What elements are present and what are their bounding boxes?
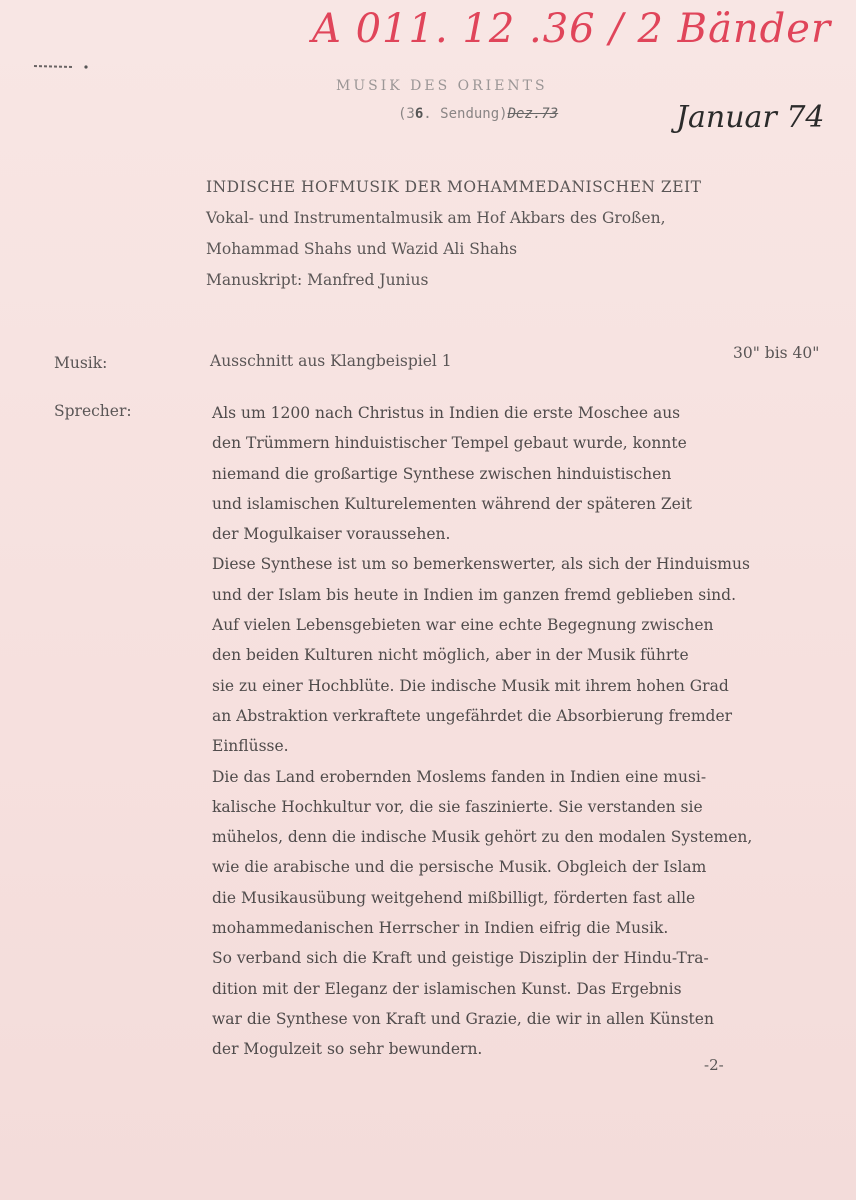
program-subtitle-1: Vokal- und Instrumentalmusik am Hof Akbars des Großen, [206, 209, 666, 227]
text-line: Diese Synthese ist um so bemerkenswerter, als sich der Hinduismus [212, 555, 750, 574]
text-line: den Trümmern hinduistischer Tempel gebaut wurde, konnte [212, 434, 687, 453]
text-line: die Musikausübung weitgehend mißbilligt, förderten fast alle [212, 888, 696, 907]
archive-number-annotation: A 011. 12 .36 / 2 Bänder [312, 6, 832, 52]
text-line: an Abstraktion verkraftete ungefährdet die Absorbierung fremder [212, 706, 733, 725]
speaker-label: Sprecher: [54, 402, 132, 420]
text-line: wie die arabische und die persische Musik. Obgleich der Islam [212, 858, 707, 877]
text-line: und islamischen Kulturelementen während der späteren Zeit [212, 494, 693, 513]
broadcast-struck-date: Dez.73 [507, 106, 559, 122]
program-subtitle-2: Mohammad Shahs und Wazid Ali Shahs [206, 240, 518, 258]
text-line: dition mit der Eleganz der islamischen Kunst. Das Ergebnis [212, 979, 682, 998]
date-annotation: Januar 74 [676, 100, 825, 135]
page-number: -2- [704, 1056, 724, 1074]
text-line: Die das Land erobernden Moslems fanden in Indien eine musi- [212, 767, 707, 786]
text-line: kalische Hochkultur vor, die sie faszinierte. Sie verstanden sie [212, 797, 703, 816]
broadcast-label: . Sendung) [423, 106, 508, 122]
text-line: der Mogulkaiser voraussehen. [212, 525, 451, 544]
musik-label: Musik: [54, 354, 108, 372]
musik-cue-text: Ausschnitt aus Klangbeispiel 1 [210, 352, 452, 370]
program-title: INDISCHE HOFMUSIK DER MOHAMMEDANISCHEN ZEIT [206, 178, 702, 196]
broadcast-line [398, 106, 558, 122]
broadcast-prefix: (3 [398, 106, 415, 122]
text-line: Als um 1200 nach Christus in Indien die erste Moschee aus [212, 404, 681, 422]
manuscript-credit: Manuskript: Manfred Junius [206, 271, 429, 289]
text-line: war die Synthese von Kraft und Grazie, die wir in allen Künsten [212, 1009, 714, 1028]
text-line: niemand die großartige Synthese zwischen hinduistischen [212, 464, 672, 483]
text-line: den beiden Kulturen nicht möglich, aber in der Musik führte [212, 646, 689, 665]
ink-smudge-mark [30, 60, 90, 72]
text-line: sie zu einer Hochblüte. Die indische Musik mit ihrem hohen Grad [212, 676, 729, 695]
series-title: MUSIK DES ORIENTS [336, 78, 548, 94]
text-line: Auf vielen Lebensgebieten war eine echte Begegnung zwischen [212, 616, 714, 635]
text-line: mühelos, denn die indische Musik gehört zu den modalen Systemen, [212, 828, 753, 847]
text-line: So verband sich die Kraft und geistige Disziplin der Hindu-Tra- [212, 949, 709, 968]
text-line: Einflüsse. [212, 737, 289, 756]
text-line: und der Islam bis heute in Indien im ganzen fremd geblieben sind. [212, 585, 737, 604]
musik-timing: 30" bis 40" [733, 344, 820, 362]
text-line: mohammedanischen Herrscher in Indien eifrig die Musik. [212, 919, 669, 938]
program-header [206, 172, 701, 296]
speaker-text [212, 398, 752, 1065]
broadcast-number: 6 [414, 106, 424, 122]
text-line: der Mogulzeit so sehr bewundern. [212, 1040, 483, 1059]
